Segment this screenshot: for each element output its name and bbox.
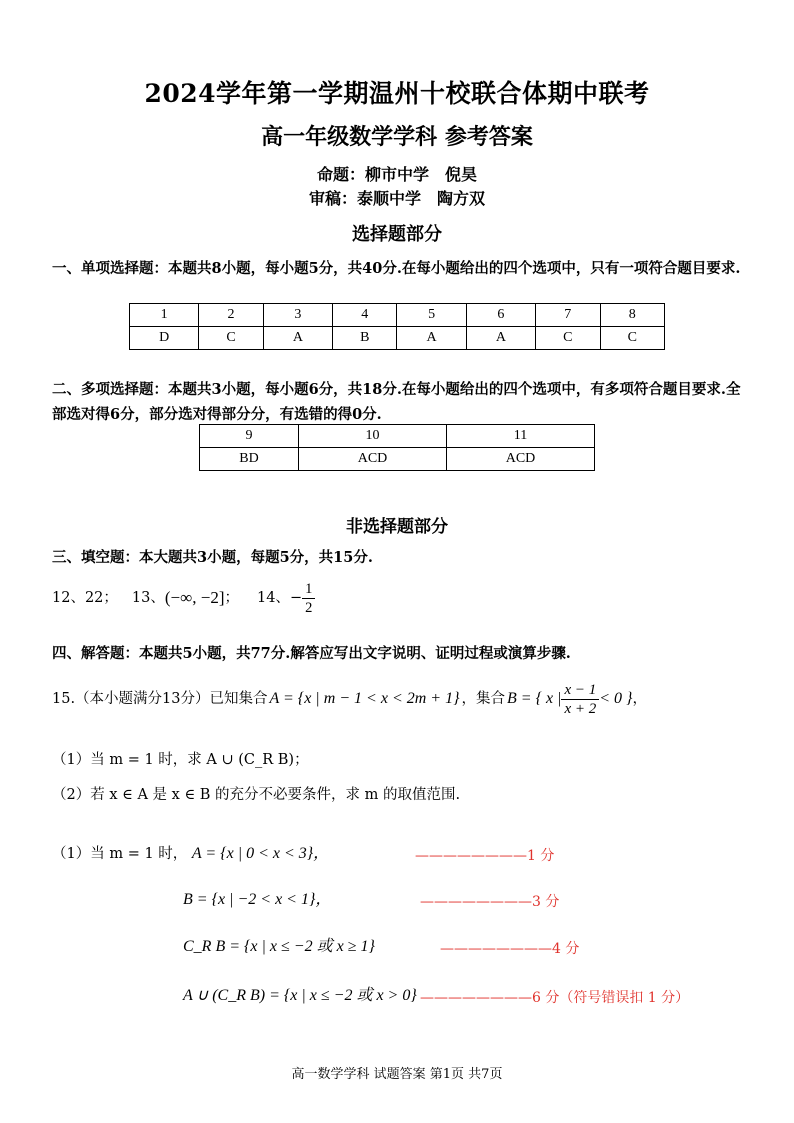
- table-cell: 1: [130, 304, 199, 327]
- q15-statement: [52, 676, 647, 722]
- table-cell: 5: [397, 304, 466, 327]
- table-cell: 7: [536, 304, 600, 327]
- table-cell: 2: [199, 304, 263, 327]
- table-cell: 8: [600, 304, 665, 327]
- table-cell: 11: [447, 425, 595, 448]
- author-line: 命题：柳市中学 倪昊: [316, 165, 477, 184]
- table-cell: 10: [299, 425, 447, 448]
- page-footer: 高一数学学科 试题答案 第1页 共7页: [291, 1067, 503, 1082]
- solution-line2-score: ————————3 分: [420, 894, 560, 910]
- q12-answer: 22；: [84, 590, 118, 606]
- choice-section-heading: 选择题部分: [352, 224, 442, 245]
- q14-sign: −: [289, 590, 303, 606]
- table-cell: 4: [333, 304, 397, 327]
- q14-label: 14、: [256, 590, 290, 606]
- table-cell: BD: [200, 448, 299, 471]
- solution-line1-label: （1）当 m = 1 时，: [52, 846, 188, 862]
- q14-numerator: 1: [302, 580, 315, 599]
- q15-set-a: A = {x | m − 1 < x < 2m + 1}: [269, 690, 460, 707]
- solution-line4-score: ————————6 分（符号错误扣 1 分）: [420, 990, 690, 1006]
- q15-intro: 15.（本小题满分13分）已知集合: [52, 691, 268, 707]
- q15-middle: ，集合: [461, 691, 505, 707]
- solution-line3-math: C_R B = {x | x ≤ −2 或 x ≥ 1}: [183, 938, 375, 955]
- table-cell: A: [466, 327, 535, 350]
- solution-line4-math: A ∪ (C_R B) = {x | x ≤ −2 或 x > 0}: [183, 987, 417, 1004]
- q15-fraction-denominator: x + 2: [564, 700, 597, 717]
- solution-line1-score: ————————1 分: [415, 848, 555, 864]
- table-row: [130, 327, 665, 350]
- table-cell: C: [536, 327, 600, 350]
- table-cell: B: [333, 327, 397, 350]
- table-cell: ACD: [447, 448, 595, 471]
- q12-label: 12、: [52, 590, 85, 606]
- table-row: [200, 448, 595, 471]
- q14-fraction: [302, 580, 315, 617]
- table-cell: A: [263, 327, 332, 350]
- table-row: [200, 425, 595, 448]
- q15-end: ，: [632, 691, 647, 707]
- q15-set-b-right: < 0 }: [599, 690, 633, 707]
- reviewer-line: 审稿：泰顺中学 陶方双: [308, 189, 485, 208]
- table-cell: D: [130, 327, 199, 350]
- q15-fraction-numerator: x − 1: [561, 681, 599, 700]
- fill-blank-answers: [52, 578, 315, 618]
- nonchoice-section-heading: 非选择题部分: [346, 517, 448, 537]
- q13-answer: (−∞, −2]: [164, 588, 225, 607]
- q15-part2: （2）若 x ∈ A 是 x ∈ B 的充分不必要条件，求 m 的取值范围.: [52, 787, 461, 803]
- q15-part1: （1）当 m = 1 时，求 A ∪ (C_R B)；: [52, 752, 309, 768]
- q15-set-b-fraction: [561, 681, 599, 718]
- table-cell: ACD: [299, 448, 447, 471]
- table-row: [130, 304, 665, 327]
- table-cell: A: [397, 327, 466, 350]
- table-cell: 9: [200, 425, 299, 448]
- solution-line3-score: ————————4 分: [440, 941, 580, 957]
- q15-set-b-left: B = { x |: [507, 690, 562, 707]
- solution-line1-math: A = {x | 0 < x < 3}，: [191, 845, 330, 862]
- single-choice-answer-table: [129, 303, 665, 350]
- q14-denominator: 2: [305, 599, 313, 616]
- q13-end: ；: [224, 590, 239, 606]
- q13-label: 13、: [131, 590, 165, 606]
- table-cell: C: [600, 327, 665, 350]
- table-cell: 6: [466, 304, 535, 327]
- solution-line2-math: B = {x | −2 < x < 1}，: [183, 891, 332, 908]
- solve-instruction: 四、解答题：本题共5小题，共77分.解答应写出文字说明、证明过程或演算步骤.: [52, 645, 571, 662]
- fill-blank-instruction: 三、填空题：本大题共3小题，每题5分，共15分.: [52, 549, 373, 566]
- exam-subtitle: 高一年级数学学科 参考答案: [261, 124, 533, 150]
- multi-choice-instruction: 二、多项选择题：本题共3小题，每小题6分，共18分.在每小题给出的四个选项中，有多项符合题目要求.全部选对得6分，部分选对得部分分，有选错的得0分.: [52, 381, 741, 423]
- solution-line-1: [52, 842, 329, 866]
- exam-title: 2024学年第一学期温州十校联合体期中联考: [144, 79, 650, 108]
- single-choice-instruction: 一、单项选择题：本题共8小题，每小题5分，共40分.在每小题给出的四个选项中，只有一项符合题目要求.: [52, 260, 741, 277]
- table-cell: C: [199, 327, 263, 350]
- table-cell: 3: [263, 304, 332, 327]
- multi-choice-answer-table: [199, 424, 595, 471]
